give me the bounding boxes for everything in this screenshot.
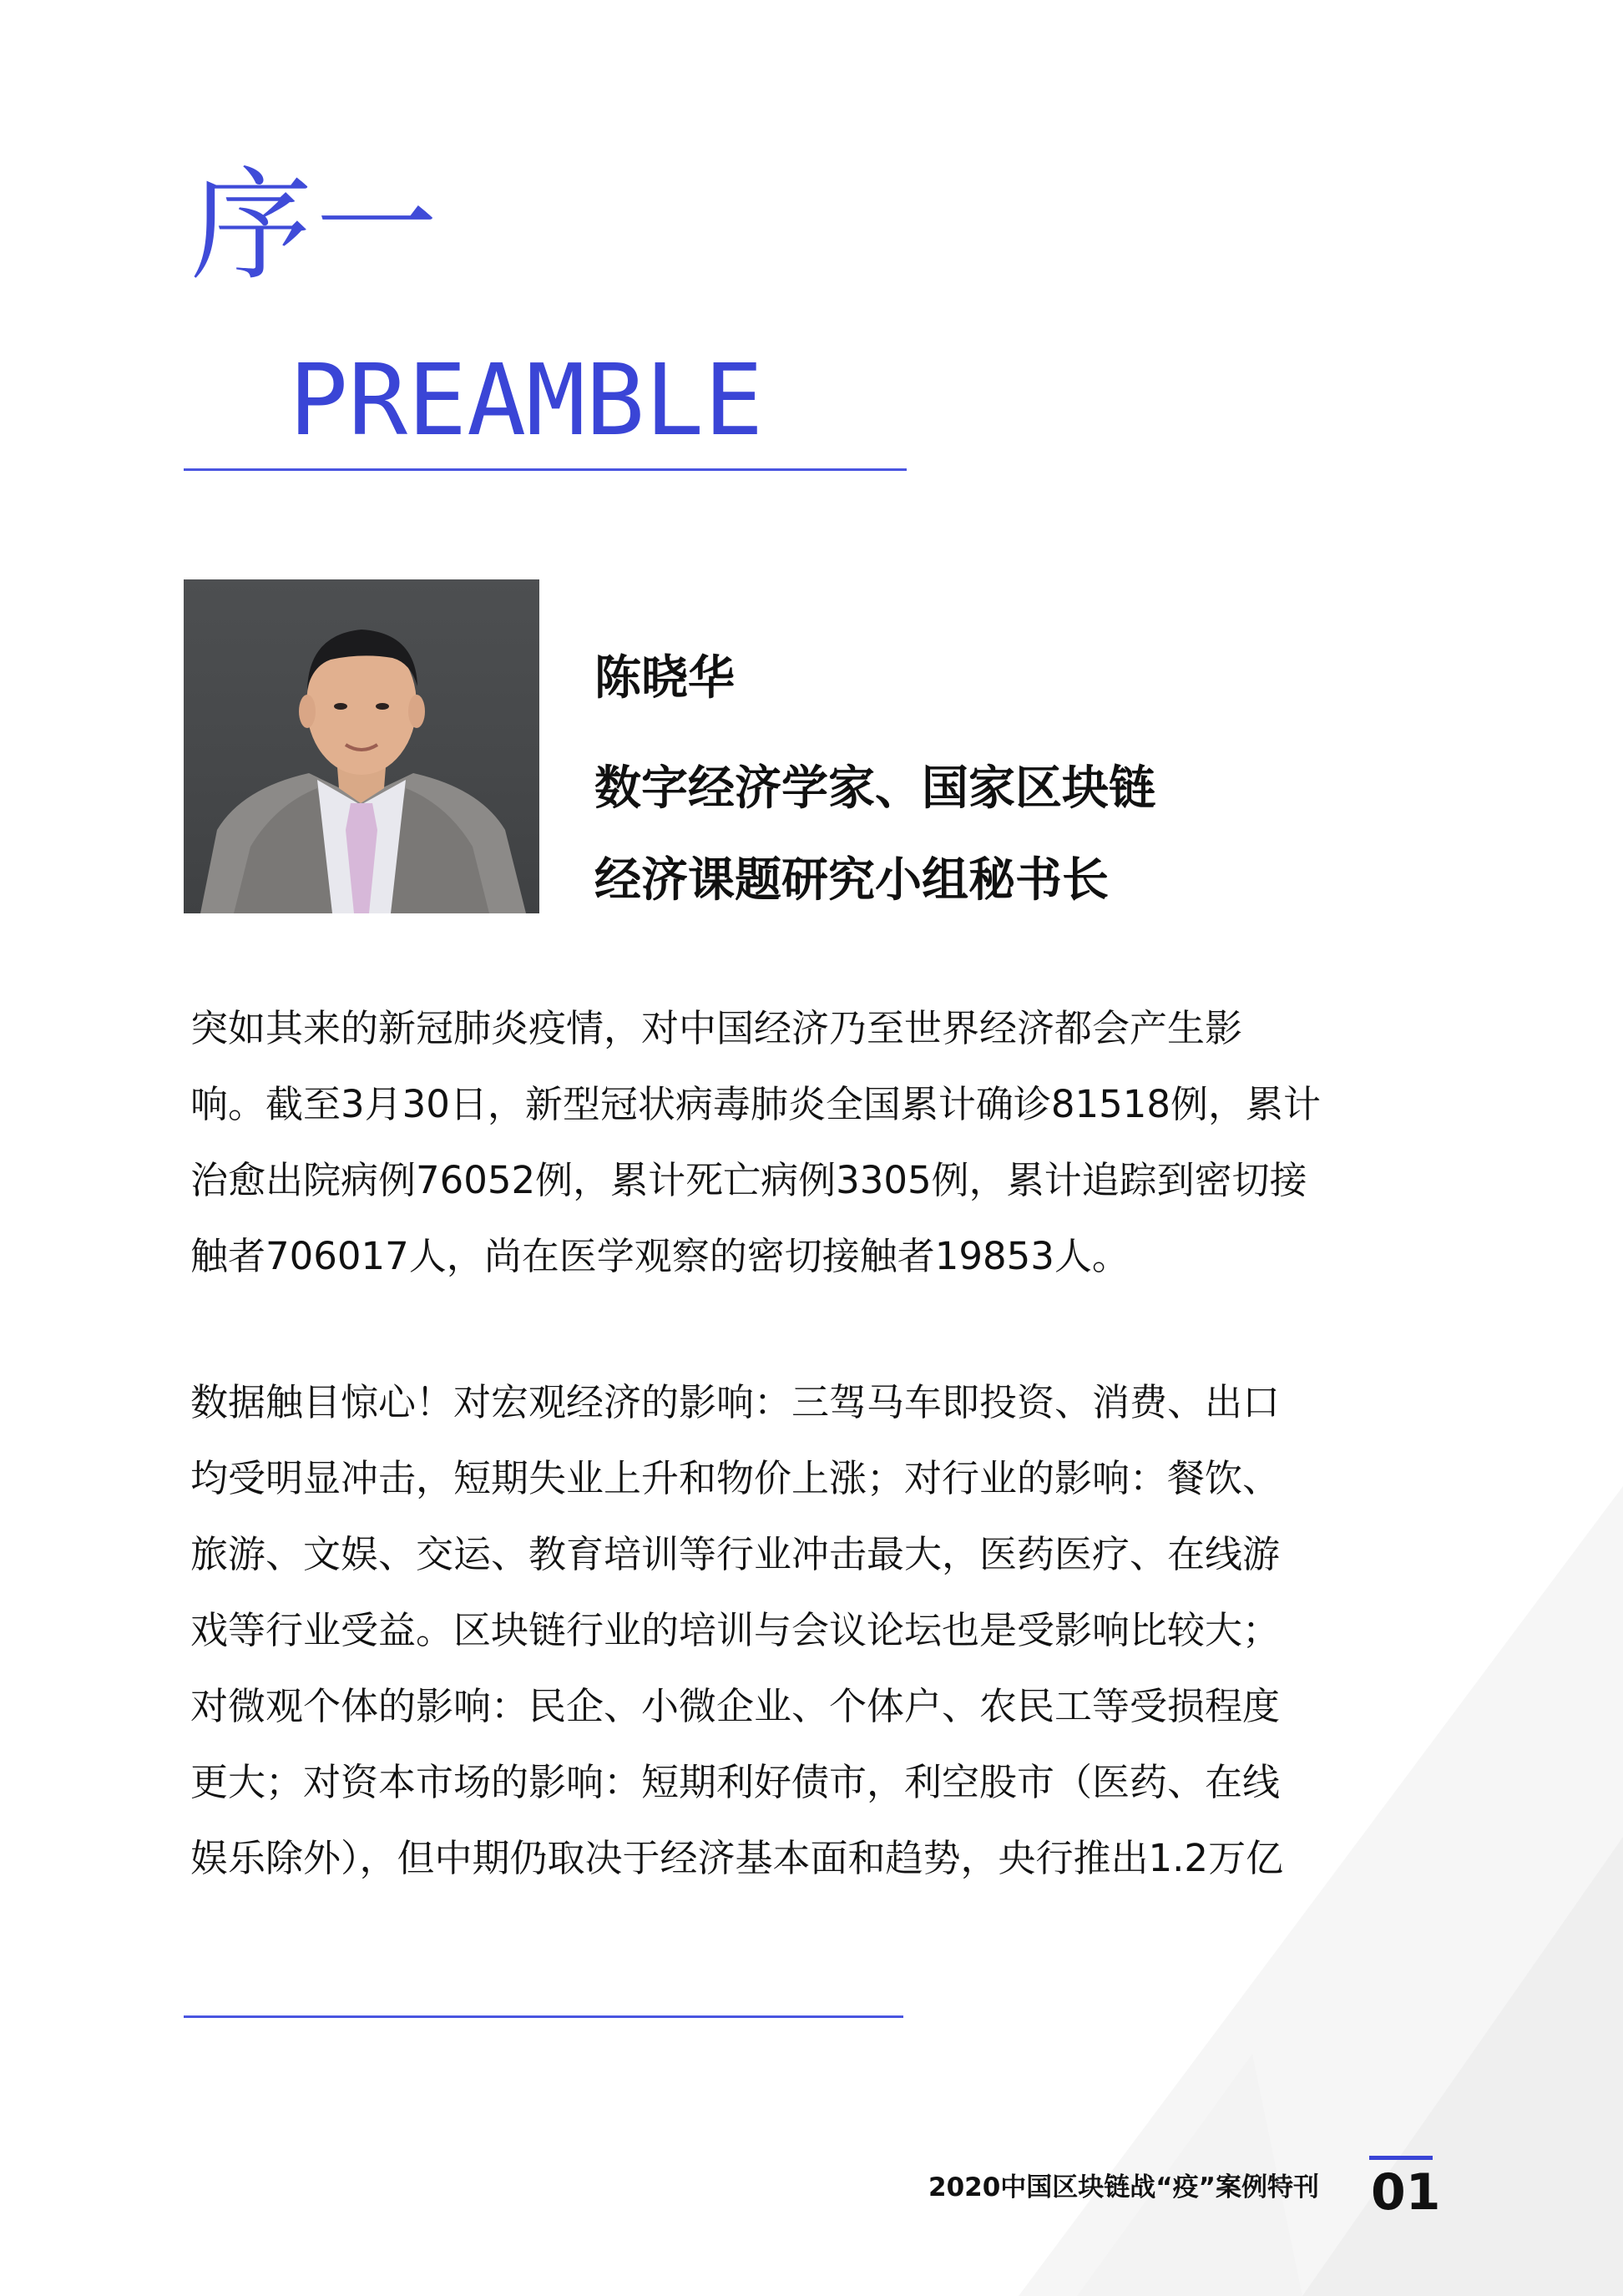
paragraph-line: 娱乐除外），但中期仍取决于经济基本面和趋势，央行推出1.2万亿 [190,1836,1284,1880]
publication-title: 2020中国区块链战“疫”案例特刊 [928,2172,1320,2202]
page-number: 01 [1371,2163,1441,2222]
paragraph-line: 响。截至3月30日，新型冠状病毒肺炎全国累计确诊81518例，累计 [190,1082,1322,1126]
paragraph-line: 突如其来的新冠肺炎疫情，对中国经济乃至世界经济都会产生影 [190,1006,1243,1050]
author-title-line: 经济课题研究小组秘书长 [594,853,1109,908]
paragraph-line: 更大；对资本市场的影响：短期利好债市，利空股市（医药、在线 [190,1760,1281,1804]
author-info [594,651,1155,927]
paragraph-1 [190,990,1468,1294]
paragraph-line: 旅游、文娱、交运、教育培训等行业冲击最大，医药医疗、在线游 [190,1532,1281,1576]
author-name: 陈晓华 [594,651,735,705]
paragraph-line: 均受明显冲击，短期失业上升和物价上涨；对行业的影响：餐饮、 [190,1456,1281,1500]
author-title-line: 数字经济学家、国家区块链 [594,761,1155,816]
paragraph-line: 治愈出院病例76052例，累计死亡病例3305例，累计追踪到密切接 [190,1158,1307,1202]
paragraph-2 [190,1364,1468,1896]
title-divider [184,468,907,471]
page-number-accent [1369,2156,1433,2160]
paragraph-line: 对微观个体的影响：民企、小微企业、个体户、农民工等受损程度 [190,1684,1281,1728]
paragraph-line: 戏等行业受益。区块链行业的培训与会议论坛也是受影响比较大； [190,1608,1281,1652]
section-divider [184,2015,903,2018]
paragraph-line: 触者706017人，尚在医学观察的密切接触者19853人。 [190,1234,1130,1278]
author-portrait [184,579,539,913]
page-title-en: PREAMBLE [289,342,764,458]
paragraph-line: 数据触目惊心！对宏观经济的影响：三驾马车即投资、消费、出口 [190,1380,1281,1424]
page-title-cn: 序一 [190,155,441,297]
